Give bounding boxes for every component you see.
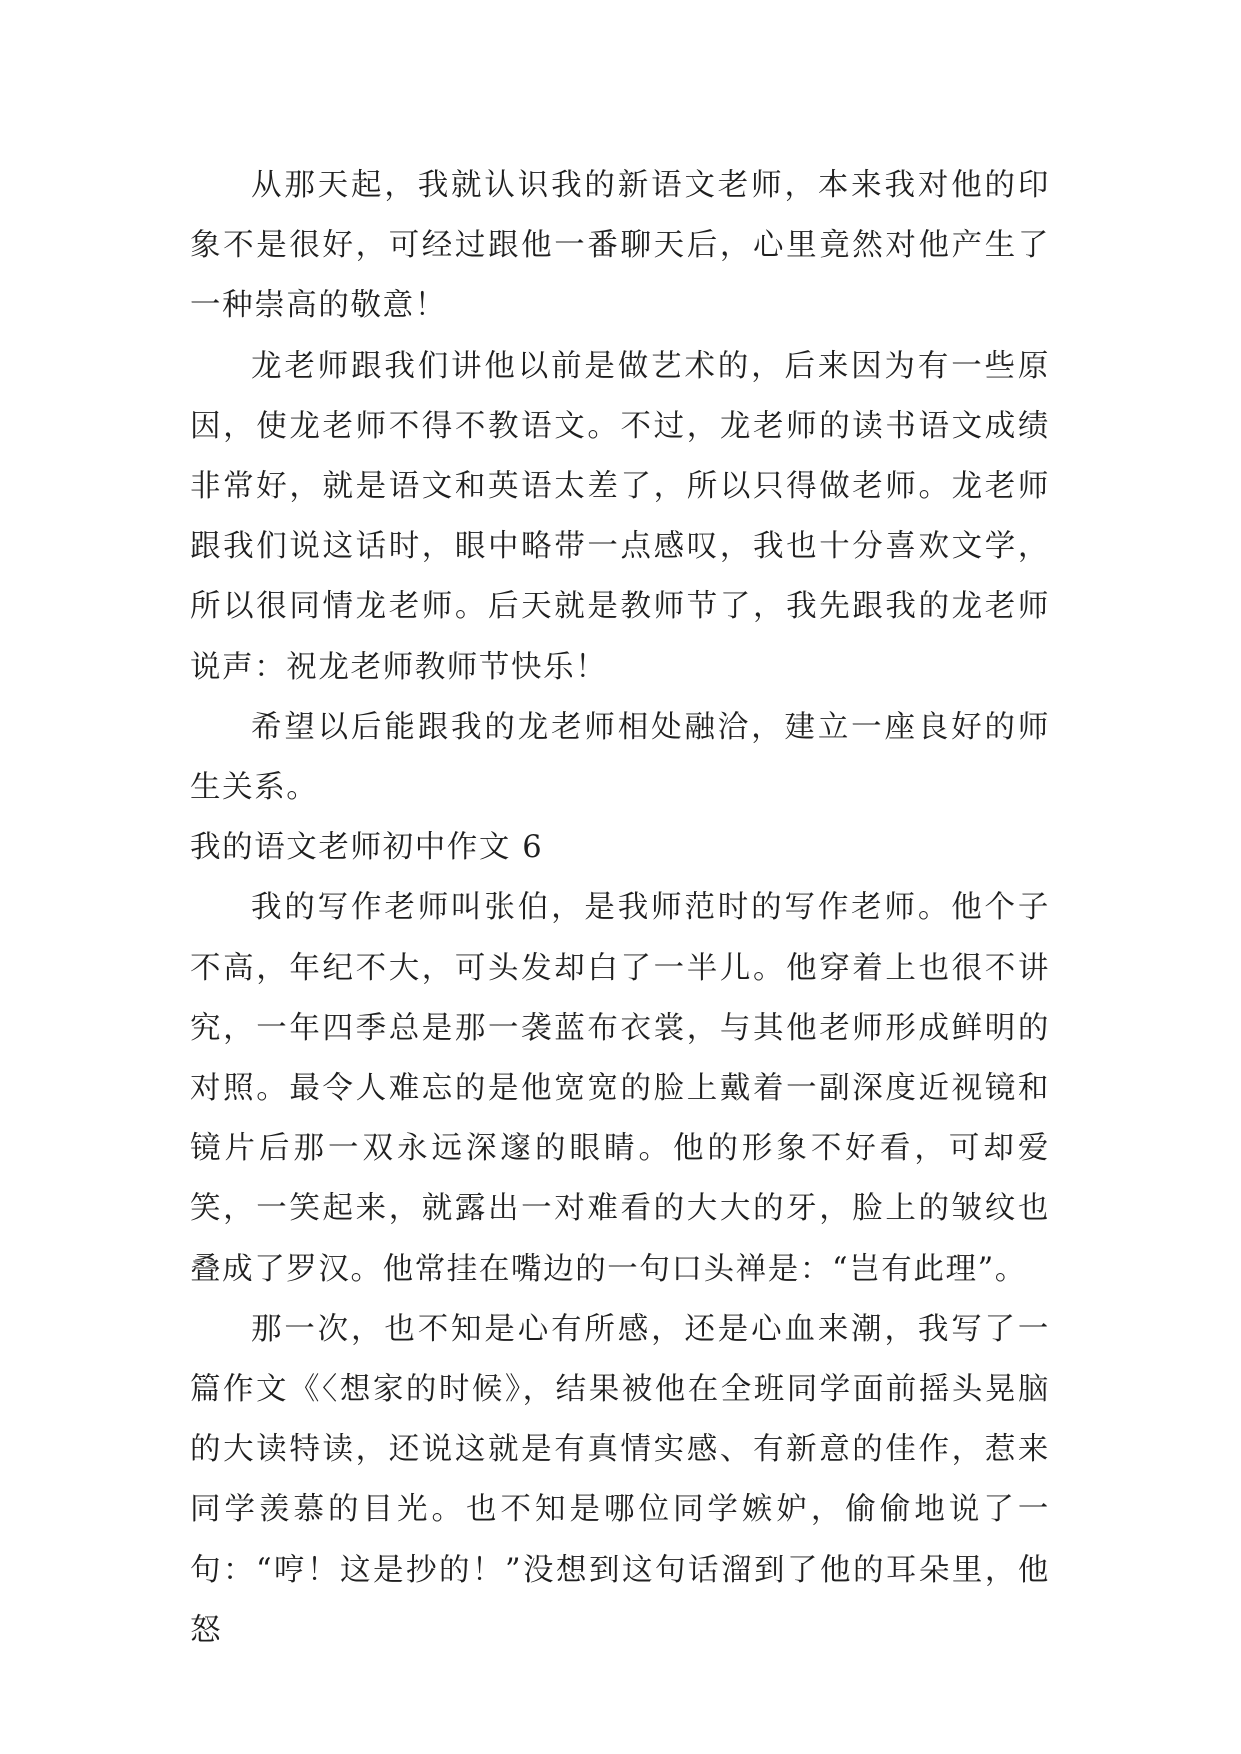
paragraph-1: 从那天起，我就认识我的新语文老师，本来我对他的印象不是很好，可经过跟他一番聊天后，心里竟然对他产生了一种崇高的敬意！ (190, 168, 1050, 324)
section-paragraph-2: 那一次，也不知是心有所感，还是心血来潮，我写了一篇作文《〈想家的时候》，结果被他在全班同学面前摇头晃脑的大读特读，还说这就是有真情实感、有新意的佳作，惹来同学羡慕的目光。也不知是哪位同学嫉妒，偷偷地说了一句：“哼！这是抄的！”没想到这句话溜到了他的耳朵里，他怒 (190, 1311, 1050, 1648)
paragraph-2: 龙老师跟我们讲他以前是做艺术的，后来因为有一些原因，使龙老师不得不教语文。不过，龙老师的读书语文成绩非常好，就是语文和英语太差了，所以只得做老师。龙老师跟我们说这话时，眼中略带一点感叹，我也十分喜欢文学，所以很同情龙老师。后天就是教师节了，我先跟我的龙老师说声：祝龙老师教师节快乐！ (190, 348, 1050, 685)
document-body (190, 156, 1050, 1661)
section-title: 我的语文老师初中作文 6 (190, 830, 544, 866)
section-paragraph-1: 我的写作老师叫张伯，是我师范时的写作老师。他个子不高，年纪不大，可头发却白了一半儿。他穿着上也很不讲究，一年四季总是那一袭蓝布衣裳，与其他老师形成鲜明的对照。最令人难忘的是他宽宽的脸上戴着一副深度近视镜和镜片后那一双永远深邃的眼睛。他的形象不好看，可却爱笑，一笑起来，就露出一对难看的大大的牙，脸上的皱纹也叠成了罗汉。他常挂在嘴边的一句口头禅是：“岂有此理”。 (190, 890, 1050, 1287)
paragraph-3: 希望以后能跟我的龙老师相处融洽，建立一座良好的师生关系。 (190, 709, 1050, 806)
